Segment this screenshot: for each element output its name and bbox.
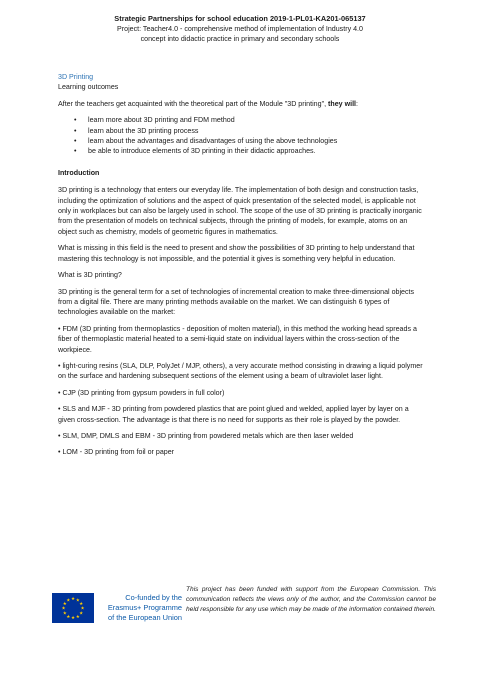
- eu-funding-line-3: of the European Union: [108, 613, 182, 622]
- eu-star-icon: ★: [80, 606, 85, 612]
- introduction-question: What is 3D printing?: [58, 271, 122, 280]
- eu-star-icon: ★: [70, 597, 76, 603]
- eu-star-icon: ★: [75, 598, 80, 604]
- outcomes-intro-text: After the teachers get acquainted with the theoretical part of the Module "3D printing",: [58, 99, 329, 108]
- outcomes-intro-bold: they will: [328, 99, 357, 108]
- outcomes-list: [58, 115, 424, 157]
- list-item: • learn about the 3D printing process: [58, 126, 424, 136]
- technology-item: • SLS and MJF - 3D printing from powdered plastics that are point glued and welded, applied layer by layer on a given cross-section. The advantage is that there is no need for supports as their role is played by the powder.: [58, 405, 409, 424]
- list-item: • learn about the advantages and disadvantages of using the above technologies: [58, 136, 424, 146]
- list-item: • learn more about 3D printing and FDM method: [58, 115, 424, 125]
- eu-star-icon: ★: [75, 614, 80, 620]
- page-footer: [52, 585, 436, 641]
- introduction-paragraph-2: What is missing in this field is the need to present and show the possibilities of 3D printing to help understand that mastering this technology is not impossible, and the potential it gives is something very helpful in education.: [58, 244, 415, 263]
- header-project-line1: Project: Teacher4.0 - comprehensive method of implementation of Industry 4.0: [117, 25, 363, 33]
- list-item: • be able to introduce elements of 3D printing in their didactic approaches.: [58, 146, 424, 156]
- introduction-heading: Introduction: [58, 168, 100, 177]
- technology-item: • light-curing resins (SLA, DLP, PolyJet / MJP, others), a very accurate method consisting in drawing a liquid polymer on the surface and hardening subsequent sections of the element using a beam of ultraviolet laser light.: [58, 361, 423, 381]
- eu-flag-stars: [52, 593, 94, 623]
- eu-star-icon: ★: [66, 614, 71, 620]
- eu-funding-line-2: Erasmus+ Programme: [107, 603, 182, 612]
- header-project-line2: concept into didactic practice in primary and secondary schools: [140, 35, 340, 43]
- introduction-paragraph-3: 3D printing is the general term for a set of technologies of incremental creation to make three-dimensional objects from a digital file. There are many printing methods available on the market. We can distinguish 6 types of technologies available on the market:: [58, 287, 415, 317]
- eu-star-icon: ★: [62, 601, 67, 607]
- eu-flag-icon: [52, 593, 94, 623]
- eu-star-icon: ★: [61, 606, 66, 612]
- technology-item: • CJP (3D printing from gypsum powders in full color): [58, 388, 225, 397]
- main-content: [58, 72, 424, 458]
- outcomes-intro-end: :: [356, 99, 359, 108]
- section-title: 3D Printing: [58, 73, 94, 81]
- technology-item: • FDM (3D printing from thermoplastics - deposition of molten material), in this method the working head spreads a fiber of thermoplastic material heated to a semi-liquid state on individual layers within the cross-section of the workpiece.: [58, 324, 417, 354]
- eu-star-icon: ★: [79, 601, 84, 607]
- header-title: Strategic Partnerships for school education 2019-1-PL01-KA201-065137: [114, 14, 366, 23]
- funding-disclaimer: This project has been funded with support from the European Commission. This communication reflects the views only of the author, and the Commission cannot be held responsible for any use which may be made of the information contained therein.: [186, 586, 436, 614]
- section-subtitle: Learning outcomes: [58, 83, 119, 92]
- technology-item: • LOM - 3D printing from foil or paper: [58, 448, 175, 457]
- eu-funding-label: [100, 593, 182, 623]
- eu-funding-line-1: Co-funded by the: [125, 593, 182, 602]
- introduction-paragraph-1: 3D printing is a technology that enters our everyday life. The implementation of both design and construction tasks, including the optimization of solutions and the aspect of quick presentation of the selected model, is applicable not only in workplaces but can also be largely used in school. The scope of the use of 3D printing is practically inorganic from the presentation of models on technical subjects, through the printing of models, for example, atoms on an object such as chemistry, models of geometric figures in mathematics.: [58, 186, 422, 236]
- eu-star-icon: ★: [79, 611, 84, 617]
- eu-star-icon: ★: [62, 611, 67, 617]
- page-header: [40, 14, 440, 44]
- technology-item: • SLM, DMP, DMLS and EBM - 3D printing from powdered metals which are then laser welded: [58, 431, 354, 440]
- eu-star-icon: ★: [66, 598, 71, 604]
- outcomes-intro: [58, 99, 424, 109]
- eu-star-icon: ★: [70, 616, 76, 622]
